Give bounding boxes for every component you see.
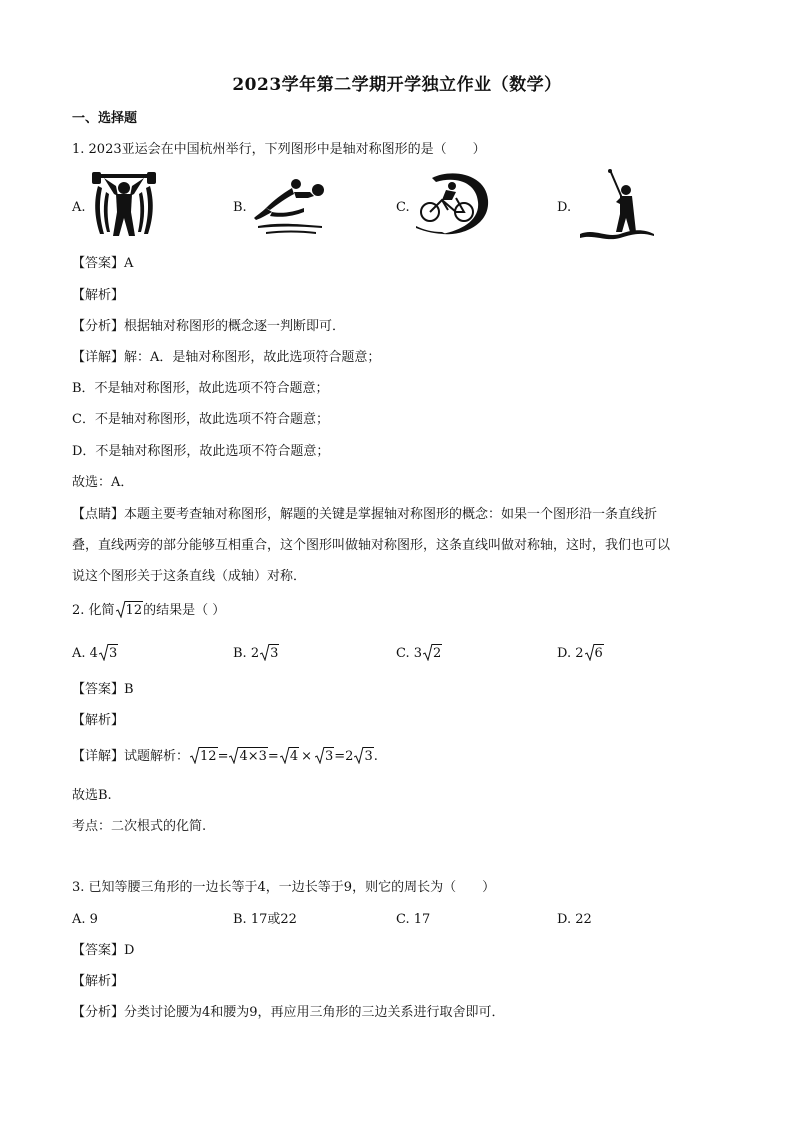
q2-option-c — [396, 643, 442, 665]
radicand: 3 — [325, 749, 334, 764]
sqrt-symbol — [315, 746, 334, 768]
q3-fenxi: 【分析】分类讨论腰为4和腰为9，再应用三角形的三边关系进行取舍即可． — [72, 1005, 505, 1020]
q3-stem: 3. 已知等腰三角形的一边长等于4，一边长等于9，则它的周长为（ ） — [72, 880, 496, 895]
radicand: 12 — [200, 749, 217, 764]
q2-option-a-coef: A. 4 — [72, 646, 98, 661]
equals-sign: = — [217, 749, 229, 764]
q2-option-b-coef: B. 2 — [233, 646, 260, 661]
q2-option-d — [557, 643, 604, 665]
golfer-icon — [576, 168, 656, 248]
section-heading: 一、选择题 — [72, 111, 138, 126]
radicand: 3 — [364, 749, 373, 764]
sqrt-symbol — [229, 746, 267, 768]
q2-option-d-coef: D. 2 — [557, 646, 584, 661]
sqrt-symbol — [354, 746, 373, 768]
q1-line-b: B．不是轴对称图形，故此选项不符合题意； — [72, 381, 329, 396]
sqrt-symbol — [585, 643, 604, 665]
q3-analysis-label: 【解析】 — [72, 974, 125, 989]
q2-detail — [72, 746, 378, 768]
q2-option-a — [72, 643, 118, 665]
radicand: 3 — [108, 646, 118, 661]
cyclist-icon — [412, 170, 492, 242]
radicand: 2 — [433, 646, 442, 661]
q1-option-d-label: D. — [557, 200, 572, 215]
q2-stem — [72, 600, 225, 622]
sqrt-symbol — [280, 746, 299, 768]
sqrt-symbol — [190, 746, 218, 768]
volleyball-player-icon — [252, 172, 332, 242]
page-title: 2023学年第二学期开学独立作业（数学） — [232, 75, 562, 95]
period: . — [373, 749, 378, 764]
q1-line-d: D．不是轴对称图形，故此选项不符合题意； — [72, 444, 330, 459]
q3-option-d: D. 22 — [557, 912, 592, 927]
weightlifter-icon — [88, 172, 160, 242]
q1-option-c-label: C. — [396, 200, 410, 215]
q2-kaodian: 考点：二次根式的化简. — [72, 819, 207, 834]
q1-option-b-label: B. — [233, 200, 247, 215]
radicand: 3 — [270, 646, 279, 661]
radicand: 12 — [125, 603, 143, 618]
q1-fenxi: 【分析】根据轴对称图形的概念逐一判断即可． — [72, 319, 346, 334]
q3-option-a: A. 9 — [72, 912, 98, 927]
sqrt-symbol — [116, 600, 144, 622]
sqrt-symbol — [260, 643, 279, 665]
q2-option-b — [233, 643, 279, 665]
q1-stem: 1. 2023亚运会在中国杭州举行，下列图形中是轴对称图形的是（ ） — [72, 142, 486, 157]
q3-option-b: B. 17或22 — [233, 912, 297, 927]
q2-stem-prefix: 2. 化简 — [72, 603, 115, 618]
radicand: 4 — [289, 749, 299, 764]
q1-option-a-label: A. — [72, 200, 86, 215]
q3-answer: 【答案】D — [72, 943, 135, 958]
q2-stem-suffix: 的结果是（ ） — [143, 603, 226, 618]
q3-option-c: C. 17 — [396, 912, 431, 927]
q2-choose: 故选B. — [72, 788, 112, 803]
q2-option-c-coef: C. 3 — [396, 646, 423, 661]
q2-analysis-label: 【解析】 — [72, 713, 125, 728]
q1-dianjing-line-2: 叠，直线两旁的部分能够互相重合，这个图形叫做轴对称图形，这条直线叫做对称轴，这时，我们也可以 — [72, 538, 671, 553]
times-sign: × — [301, 749, 312, 764]
q1-analysis-label: 【解析】 — [72, 288, 125, 303]
radicand: 6 — [594, 646, 603, 661]
radicand: 4×3 — [239, 749, 267, 764]
q1-detail: 【详解】解：A．是轴对称图形，故此选项符合题意； — [72, 350, 381, 365]
q1-dianjing-line-3: 说这个图形关于这条直线（成轴）对称． — [72, 569, 307, 584]
q2-detail-label: 【详解】试题解析： — [72, 749, 190, 764]
q1-dianjing-line-1: 【点睛】本题主要考查轴对称图形，解题的关键是掌握轴对称图形的概念：如果一个图形沿一条直线折 — [72, 507, 658, 522]
q1-answer: 【答案】A — [72, 256, 134, 271]
q1-line-c: C．不是轴对称图形，故此选项不符合题意； — [72, 412, 329, 427]
sqrt-symbol — [423, 643, 442, 665]
q1-choose: 故选：A． — [72, 475, 134, 490]
q2-answer: 【答案】B — [72, 682, 134, 697]
equals-sign: = — [267, 749, 279, 764]
sqrt-symbol — [99, 643, 118, 665]
equals-two: =2 — [334, 749, 354, 764]
